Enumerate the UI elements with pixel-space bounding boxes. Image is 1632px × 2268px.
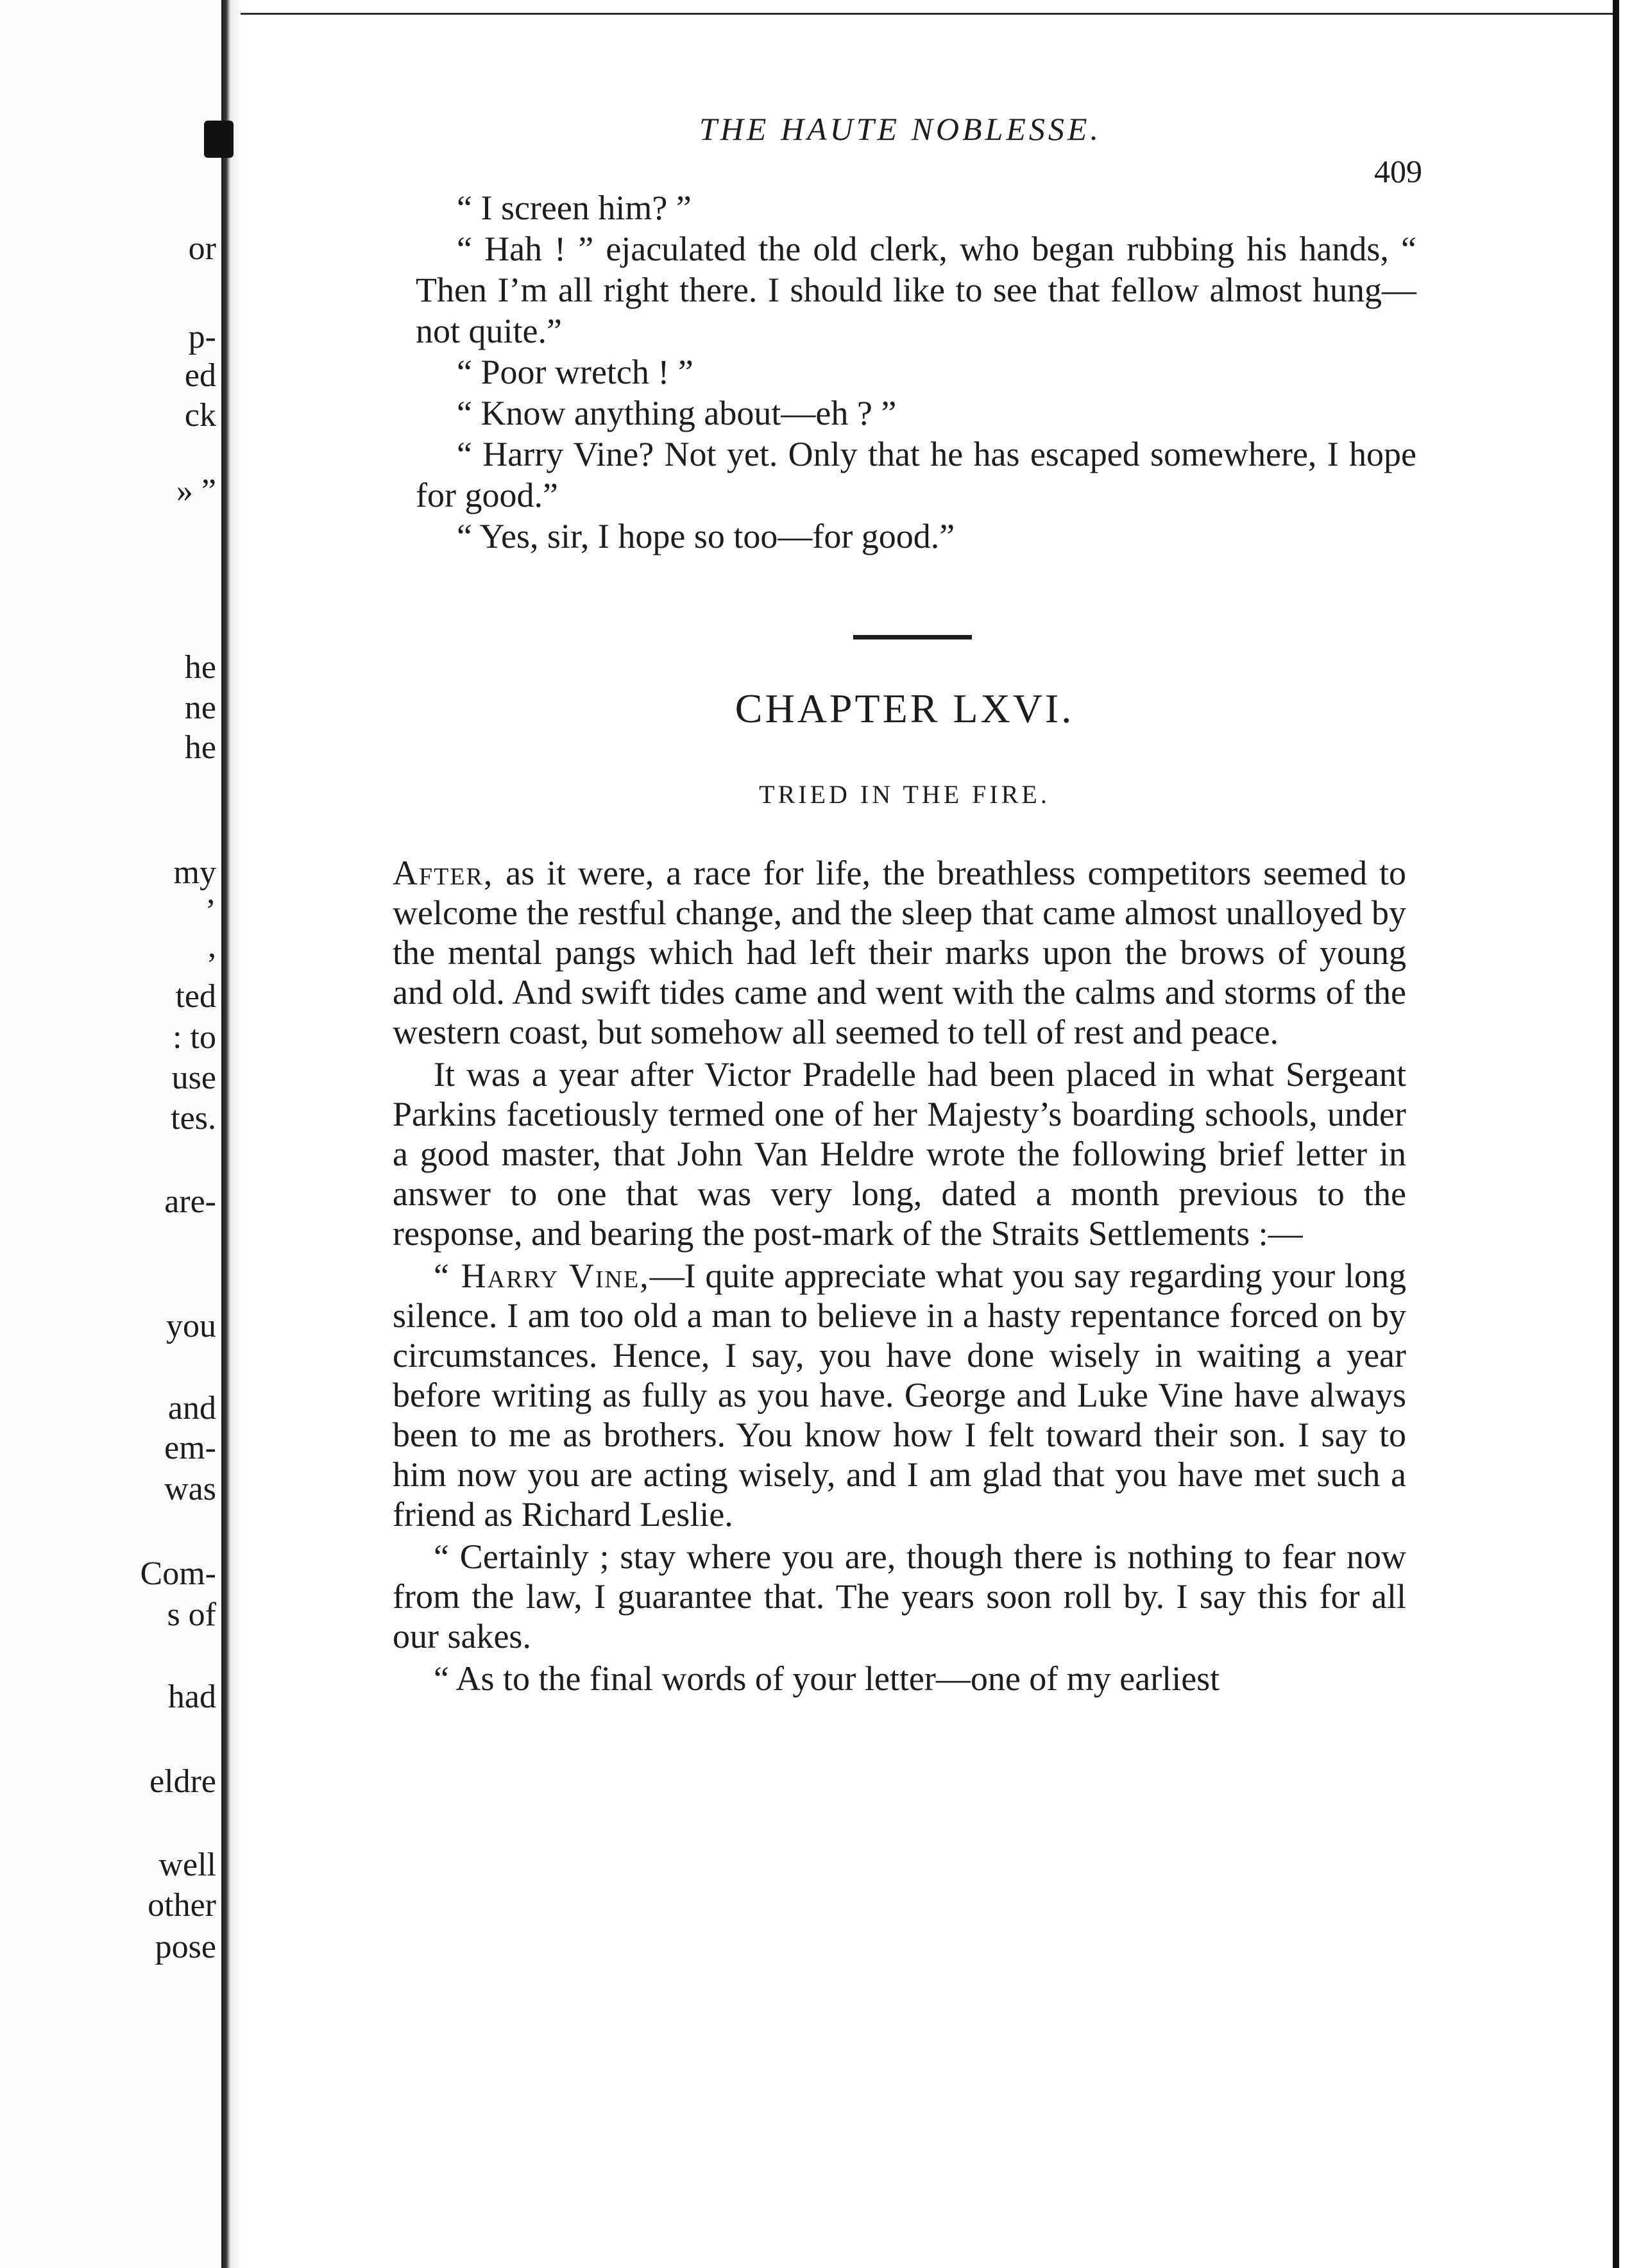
facing-page-text-fragment: ed [184,357,216,394]
dialogue-line: “ Yes, sir, I hope so too—for good.” [457,517,955,555]
spine-clip [204,121,234,158]
paragraph [393,853,1406,1052]
facing-page-text-fragment: he [184,729,216,766]
chapter-title: CHAPTER LXVI. [735,686,1075,731]
page-edge-shadow [1613,0,1619,2268]
facing-page-text-fragment: are- [164,1183,216,1220]
facing-page-text-fragment: other [148,1887,216,1924]
facing-page-text-fragment: ck [184,397,216,434]
chapter-subtitle: TRIED IN THE FIRE. [759,780,1050,809]
facing-page-text-fragment: use [171,1060,216,1096]
facing-page-edge [0,0,221,2268]
facing-page-text-fragment: well [158,1847,216,1883]
facing-page-text-fragment: my [173,854,216,891]
page-number: 409 [1374,153,1422,189]
facing-page-text-fragment: and [167,1390,216,1426]
facing-page-text-fragment: had [167,1679,216,1715]
facing-page-text-fragment: he [184,649,216,686]
paragraph: “ As to the final words of your letter—one of my earliest [434,1659,1220,1698]
facing-page-text-fragment: ted [175,978,216,1015]
facing-page-text-fragment: eldre [149,1763,216,1800]
facing-page-text-fragment: tes. [171,1100,216,1137]
dialogue-line: “ I screen him? ” [457,189,692,227]
chapter-body [393,853,1406,1701]
dialogue-block [416,187,1416,557]
facing-page-text-fragment: ’ [205,893,216,929]
facing-page-text-fragment: p- [188,319,216,355]
facing-page-text-fragment: or [188,230,216,267]
paragraph: “ Certainly ; stay where you are, though there is nothing to fear now from the law, I guarantee that. The years soon roll by. I say this for all our sakes. [393,1537,1406,1655]
facing-page-text-fragment: s of [167,1596,216,1633]
dialogue-line: “ Harry Vine? Not yet. Only that he has escaped somewhere, I hope for good.” [416,435,1416,514]
facing-page-text-fragment: ne [184,690,216,726]
paragraph [393,1256,1406,1534]
dialogue-line: “ Poor wretch ! ” [457,353,693,391]
paragraph-text: as it were, a race for life, the breathless competitors seemed to welcome the restful change, and the sleep that came almost unalloyed by the mental pangs which had left their marks upon the brows of young and old. And swift tides came and went with the calms and storms of the western coast, but somehow all seemed to tell of rest and peace. [393,854,1406,1051]
facing-page-text-fragment: was [164,1471,216,1507]
facing-page-text-fragment: you [166,1308,216,1344]
paragraph-text: —I quite appreciate what you say regarding your long silence. I am too old a man to believe in a hasty repentance forced on by circumstances. Hence, I say, you have done wisely in waiting a year before writing as fully as you have. George and Luke Vine have always been to me as brothers. You know how I felt toward their son. I say to him now you are acting wisely, and I am glad that you have met such a friend as Richard Leslie. [393,1257,1407,1534]
facing-page-text-fragment: » ” [176,473,216,509]
facing-page-text-fragment: Com- [140,1555,216,1592]
facing-page-text-fragment: : to [173,1019,216,1056]
facing-page-text-fragment: pose [155,1929,216,1965]
section-divider [853,635,972,639]
book-spine [221,0,241,2268]
facing-page-text-fragment: , [208,928,216,965]
facing-page-text-fragment: em- [164,1430,216,1466]
letter-salutation: “ Harry Vine, [434,1257,650,1295]
paragraph: It was a year after Victor Pradelle had been placed in what Sergeant Parkins facetiously termed one of her Majesty’s boarding schools, under a good master, that John Van Heldre wrote the following brief letter in answer to one that was very long, dated a month previous to the response, and bearing the post-mark of the Straits Settlements :— [393,1055,1406,1253]
dialogue-line: “ Know anything about—eh ? ” [457,394,897,432]
running-head: THE HAUTE NOBLESSE. [699,111,1101,147]
paragraph-lead: After, [393,854,494,892]
dialogue-line: “ Hah ! ” ejaculated the old clerk, who began rubbing his hands, “ Then I’m all right there. I should like to see that fellow almost hung—not quite.” [416,230,1416,350]
